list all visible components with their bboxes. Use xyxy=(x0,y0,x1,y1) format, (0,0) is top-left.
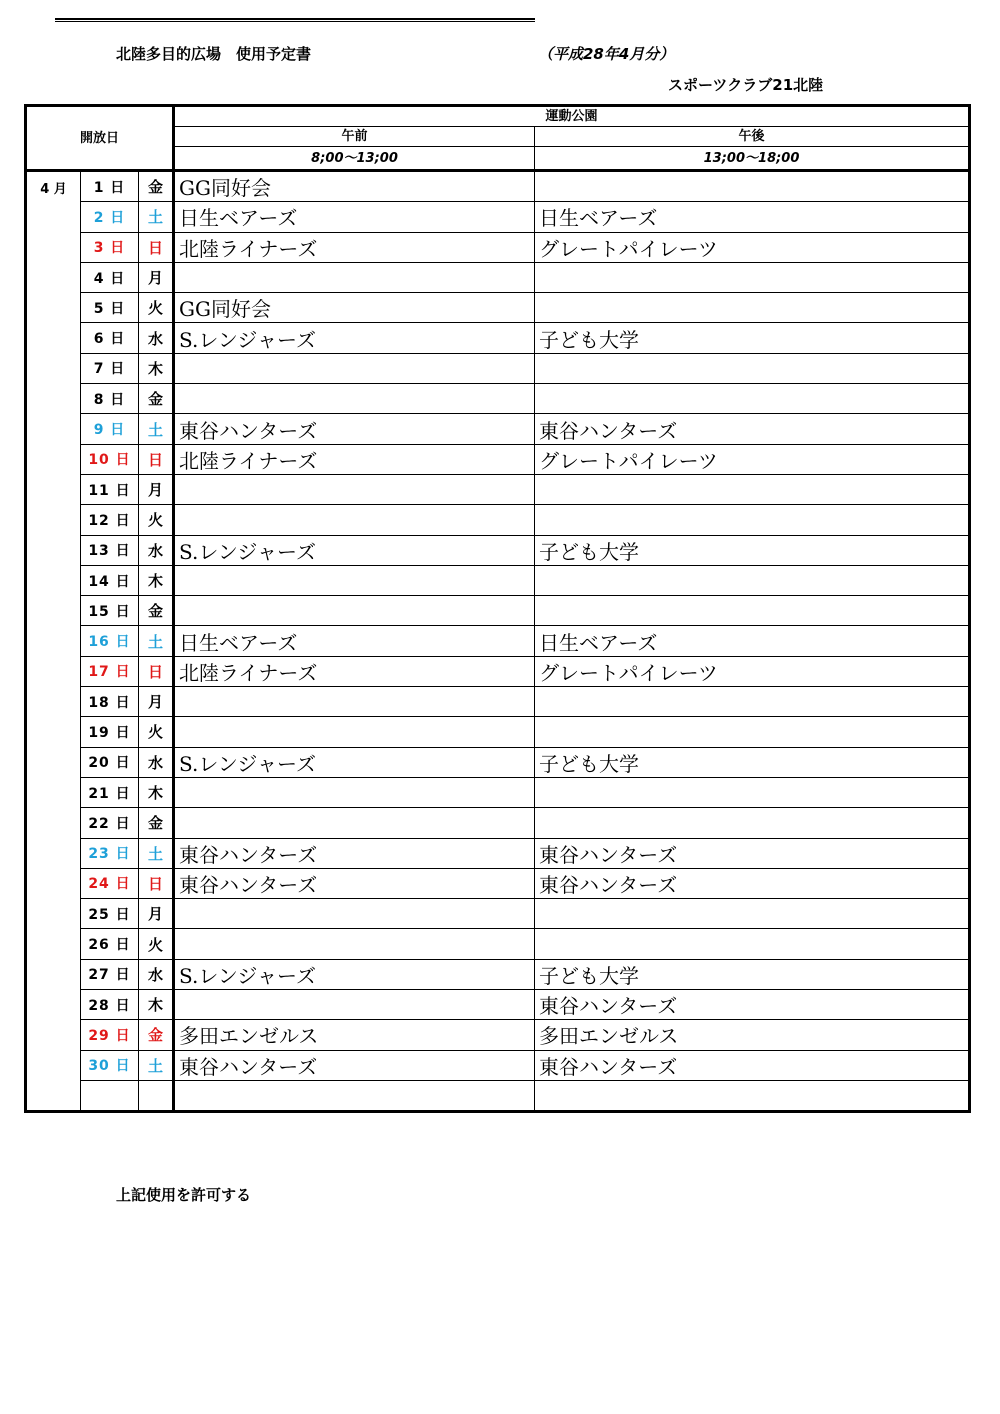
top-rule xyxy=(55,18,535,20)
weekday-cell: 月 xyxy=(139,262,174,292)
weekday-cell: 日 xyxy=(139,656,174,686)
am-slot xyxy=(174,565,535,595)
date-cell: 3 日 xyxy=(81,232,139,262)
weekday-cell xyxy=(139,1080,174,1111)
table-row xyxy=(26,959,970,989)
pm-slot: 日生ベアーズ xyxy=(535,626,970,656)
pm-slot: 東谷ハンターズ xyxy=(535,990,970,1020)
date-cell: 10 日 xyxy=(81,444,139,474)
table-row xyxy=(26,717,970,747)
date-cell: 24 日 xyxy=(81,868,139,898)
weekday-cell: 土 xyxy=(139,1050,174,1080)
am-slot: 多田エンゼルス xyxy=(174,1020,535,1050)
pm-slot xyxy=(535,353,970,383)
pm-slot xyxy=(535,171,970,202)
date-cell: 5 日 xyxy=(81,293,139,323)
weekday-cell: 月 xyxy=(139,687,174,717)
am-slot: 北陸ライナーズ xyxy=(174,656,535,686)
pm-slot xyxy=(535,293,970,323)
weekday-cell: 水 xyxy=(139,747,174,777)
am-slot: S.レンジャーズ xyxy=(174,535,535,565)
date-cell: 12 日 xyxy=(81,505,139,535)
date-cell: 14 日 xyxy=(81,565,139,595)
month-cell: 4 月 xyxy=(26,171,81,1112)
table-row xyxy=(26,656,970,686)
header-facility: 運動公園 xyxy=(174,106,970,127)
pm-slot: 東谷ハンターズ xyxy=(535,1050,970,1080)
date-cell: 9 日 xyxy=(81,414,139,444)
am-slot: 北陸ライナーズ xyxy=(174,232,535,262)
document-period: （平成28年4月分） xyxy=(538,45,675,63)
weekday-cell: 月 xyxy=(139,474,174,504)
date-cell: 25 日 xyxy=(81,899,139,929)
date-cell: 15 日 xyxy=(81,596,139,626)
table-row xyxy=(26,899,970,929)
pm-slot: 子ども大学 xyxy=(535,535,970,565)
table-row xyxy=(26,414,970,444)
table-row xyxy=(26,990,970,1020)
weekday-cell: 土 xyxy=(139,626,174,656)
table-row xyxy=(26,535,970,565)
table-row xyxy=(26,353,970,383)
am-slot xyxy=(174,687,535,717)
pm-slot xyxy=(535,777,970,807)
table-row xyxy=(26,868,970,898)
weekday-cell: 金 xyxy=(139,171,174,202)
am-slot xyxy=(174,505,535,535)
date-cell xyxy=(81,1080,139,1111)
weekday-cell: 木 xyxy=(139,565,174,595)
table-row xyxy=(26,929,970,959)
weekday-cell: 火 xyxy=(139,293,174,323)
date-cell: 21 日 xyxy=(81,777,139,807)
am-slot: S.レンジャーズ xyxy=(174,747,535,777)
schedule-table xyxy=(24,104,971,1113)
am-slot xyxy=(174,1080,535,1111)
weekday-cell: 金 xyxy=(139,596,174,626)
table-row xyxy=(26,474,970,504)
weekday-cell: 火 xyxy=(139,505,174,535)
am-slot: 日生ベアーズ xyxy=(174,626,535,656)
pm-slot xyxy=(535,565,970,595)
table-row xyxy=(26,687,970,717)
pm-slot xyxy=(535,1080,970,1111)
table-row xyxy=(26,323,970,353)
pm-slot: 多田エンゼルス xyxy=(535,1020,970,1050)
am-slot: S.レンジャーズ xyxy=(174,959,535,989)
weekday-cell: 金 xyxy=(139,808,174,838)
pm-slot: グレートパイレーツ xyxy=(535,444,970,474)
am-slot xyxy=(174,717,535,747)
pm-slot xyxy=(535,899,970,929)
date-cell: 19 日 xyxy=(81,717,139,747)
pm-slot xyxy=(535,929,970,959)
date-cell: 20 日 xyxy=(81,747,139,777)
date-cell: 22 日 xyxy=(81,808,139,838)
table-row xyxy=(26,262,970,292)
table-row xyxy=(26,777,970,807)
weekday-cell: 月 xyxy=(139,899,174,929)
weekday-cell: 金 xyxy=(139,384,174,414)
date-cell: 28 日 xyxy=(81,990,139,1020)
date-cell: 16 日 xyxy=(81,626,139,656)
pm-slot: グレートパイレーツ xyxy=(535,656,970,686)
am-slot xyxy=(174,899,535,929)
header-am: 午前 xyxy=(174,127,535,147)
weekday-cell: 日 xyxy=(139,868,174,898)
organization-name: スポーツクラブ21北陸 xyxy=(668,76,824,94)
date-cell: 18 日 xyxy=(81,687,139,717)
table-row xyxy=(26,1050,970,1080)
am-slot xyxy=(174,353,535,383)
am-slot: 日生ベアーズ xyxy=(174,202,535,232)
am-slot xyxy=(174,596,535,626)
pm-slot xyxy=(535,384,970,414)
weekday-cell: 水 xyxy=(139,535,174,565)
table-row xyxy=(26,808,970,838)
am-slot xyxy=(174,990,535,1020)
am-slot xyxy=(174,262,535,292)
table-row xyxy=(26,596,970,626)
am-slot: 東谷ハンターズ xyxy=(174,868,535,898)
weekday-cell: 金 xyxy=(139,1020,174,1050)
pm-slot xyxy=(535,505,970,535)
table-row xyxy=(26,747,970,777)
pm-slot: グレートパイレーツ xyxy=(535,232,970,262)
weekday-cell: 日 xyxy=(139,232,174,262)
am-slot xyxy=(174,384,535,414)
header-pm: 午後 xyxy=(535,127,970,147)
header-am-time: 8;00～13;00 xyxy=(174,147,535,171)
weekday-cell: 木 xyxy=(139,777,174,807)
table-row xyxy=(26,202,970,232)
pm-slot xyxy=(535,474,970,504)
weekday-cell: 水 xyxy=(139,323,174,353)
date-cell: 8 日 xyxy=(81,384,139,414)
pm-slot: 東谷ハンターズ xyxy=(535,868,970,898)
date-cell: 2 日 xyxy=(81,202,139,232)
am-slot: GG同好会 xyxy=(174,171,535,202)
top-rule-thin xyxy=(55,21,535,22)
date-cell: 29 日 xyxy=(81,1020,139,1050)
approval-statement: 上記使用を許可する xyxy=(116,1186,252,1204)
weekday-cell: 火 xyxy=(139,717,174,747)
date-cell: 6 日 xyxy=(81,323,139,353)
am-slot xyxy=(174,777,535,807)
weekday-cell: 土 xyxy=(139,414,174,444)
am-slot xyxy=(174,808,535,838)
document-title: 北陸多目的広場 使用予定書 xyxy=(116,45,312,63)
date-cell: 30 日 xyxy=(81,1050,139,1080)
date-cell: 17 日 xyxy=(81,656,139,686)
table-row xyxy=(26,171,970,202)
date-cell: 7 日 xyxy=(81,353,139,383)
header-pm-time: 13;00～18;00 xyxy=(535,147,970,171)
am-slot xyxy=(174,474,535,504)
date-cell: 13 日 xyxy=(81,535,139,565)
weekday-cell: 水 xyxy=(139,959,174,989)
table-row xyxy=(26,1080,970,1111)
am-slot: S.レンジャーズ xyxy=(174,323,535,353)
weekday-cell: 木 xyxy=(139,353,174,383)
date-cell: 1 日 xyxy=(81,171,139,202)
weekday-cell: 木 xyxy=(139,990,174,1020)
pm-slot: 東谷ハンターズ xyxy=(535,838,970,868)
am-slot: 東谷ハンターズ xyxy=(174,414,535,444)
date-cell: 26 日 xyxy=(81,929,139,959)
weekday-cell: 土 xyxy=(139,838,174,868)
pm-slot: 東谷ハンターズ xyxy=(535,414,970,444)
table-row xyxy=(26,505,970,535)
pm-slot: 子ども大学 xyxy=(535,323,970,353)
am-slot: 東谷ハンターズ xyxy=(174,838,535,868)
header-open-day: 開放日 xyxy=(26,106,174,171)
pm-slot: 子ども大学 xyxy=(535,747,970,777)
am-slot: 東谷ハンターズ xyxy=(174,1050,535,1080)
pm-slot: 子ども大学 xyxy=(535,959,970,989)
pm-slot xyxy=(535,262,970,292)
table-row xyxy=(26,1020,970,1050)
date-cell: 4 日 xyxy=(81,262,139,292)
weekday-cell: 火 xyxy=(139,929,174,959)
pm-slot xyxy=(535,596,970,626)
pm-slot xyxy=(535,717,970,747)
weekday-cell: 土 xyxy=(139,202,174,232)
pm-slot xyxy=(535,808,970,838)
pm-slot xyxy=(535,687,970,717)
date-cell: 23 日 xyxy=(81,838,139,868)
table-row xyxy=(26,626,970,656)
table-row xyxy=(26,293,970,323)
table-row xyxy=(26,384,970,414)
am-slot xyxy=(174,929,535,959)
weekday-cell: 日 xyxy=(139,444,174,474)
table-row xyxy=(26,838,970,868)
table-row xyxy=(26,444,970,474)
date-cell: 27 日 xyxy=(81,959,139,989)
date-cell: 11 日 xyxy=(81,474,139,504)
table-row xyxy=(26,232,970,262)
table-row xyxy=(26,565,970,595)
am-slot: GG同好会 xyxy=(174,293,535,323)
pm-slot: 日生ベアーズ xyxy=(535,202,970,232)
am-slot: 北陸ライナーズ xyxy=(174,444,535,474)
